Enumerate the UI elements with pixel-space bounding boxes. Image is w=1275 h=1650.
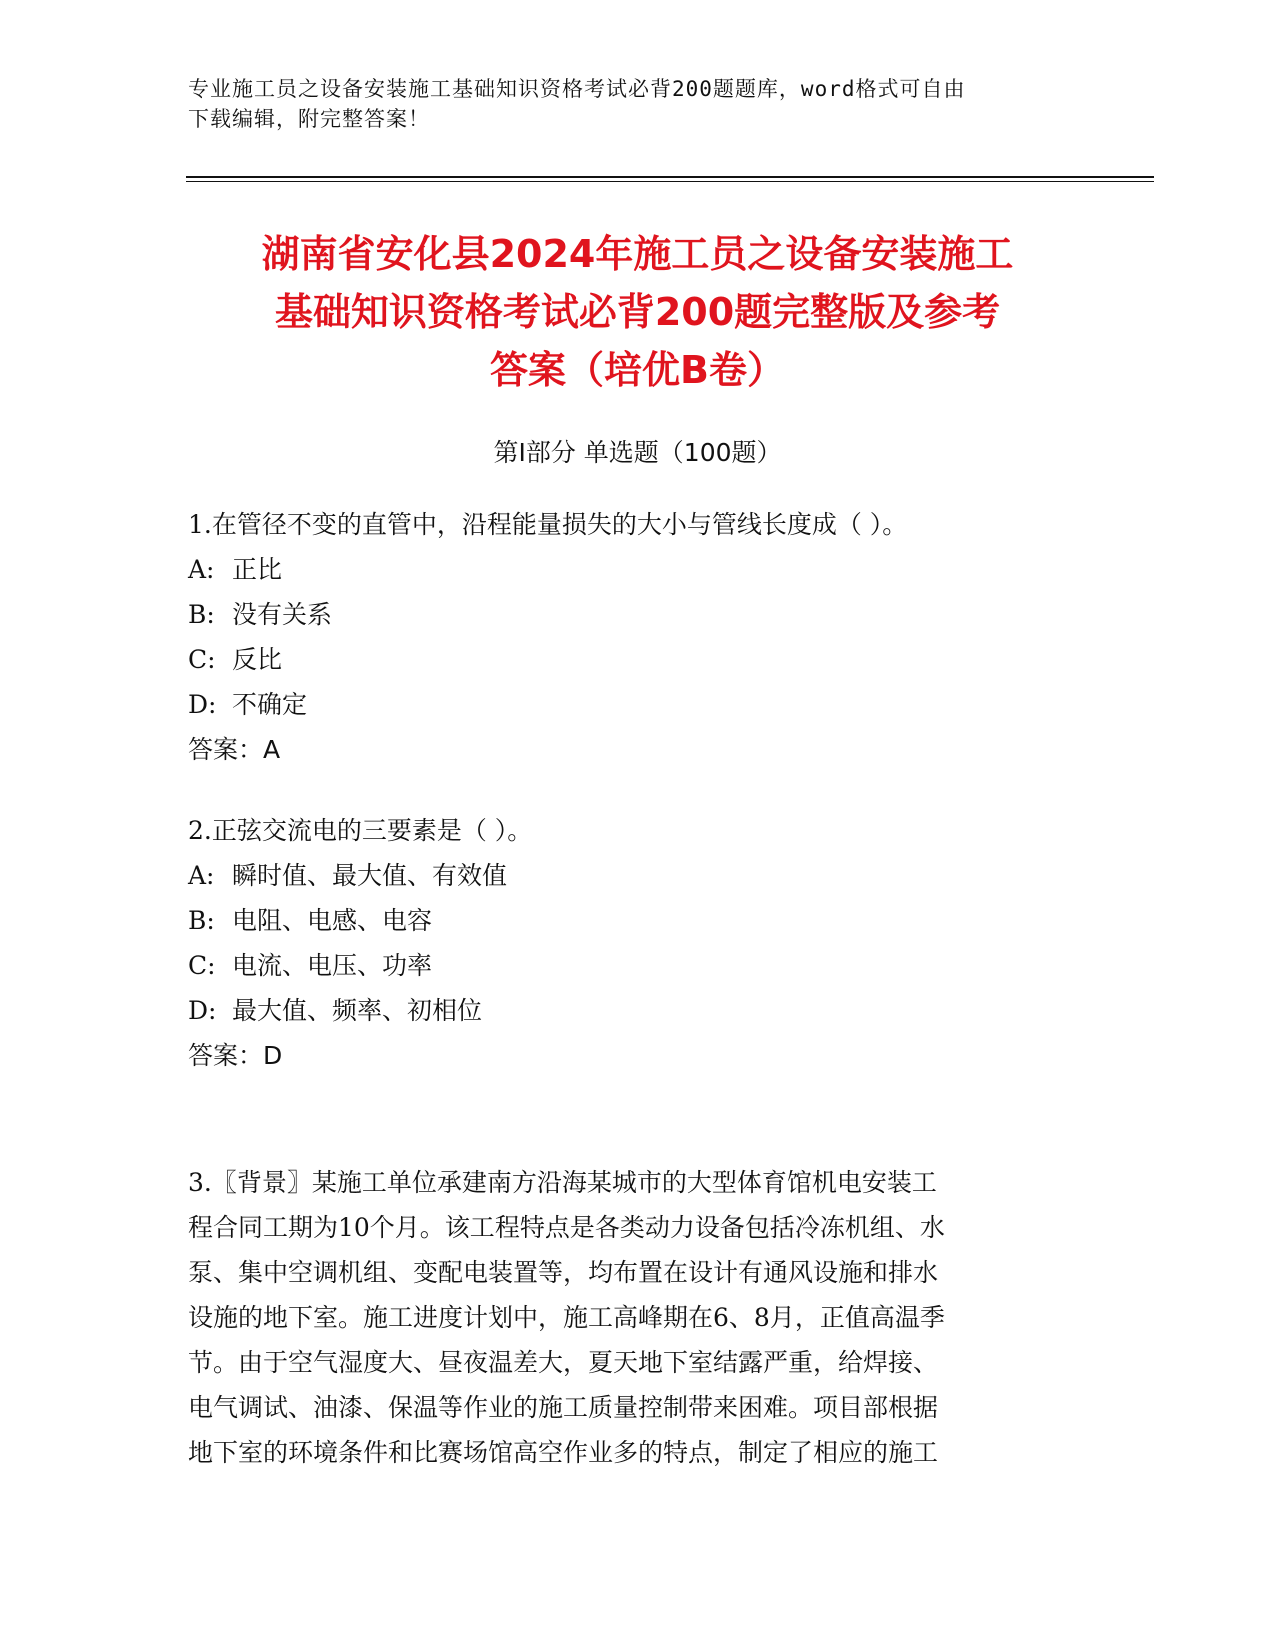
document-title-line-2: 基础知识资格考试必背200题完整版及参考 <box>274 290 1001 334</box>
section-heading: 第Ⅰ部分 单选题（100题） <box>493 438 782 467</box>
option-key: C: <box>188 951 216 980</box>
option-key: D: <box>188 690 217 719</box>
question-3-line: 程合同工期为10个月。该工程特点是各类动力设备包括冷冻机组、水 <box>188 1213 945 1242</box>
question-3-line: 设施的地下室。施工进度计划中，施工高峰期在6、8月，正值高温季 <box>188 1303 945 1332</box>
header-note-line-1: 专业施工员之设备安装施工基础知识资格考试必背200题题库，word格式可自由 <box>188 77 966 101</box>
option-key: B: <box>188 600 215 629</box>
answer-label: 答案：A <box>188 735 281 764</box>
header-rule-thick <box>186 176 1154 178</box>
question-3-line: 节。由于空气湿度大、昼夜温差大，夏天地下室结露严重，给焊接、 <box>188 1348 939 1377</box>
document-title <box>150 225 1125 399</box>
question-1 <box>188 502 1088 772</box>
option-text: 正比 <box>232 555 283 584</box>
question-stem: 1.在管径不变的直管中，沿程能量损失的大小与管线长度成（ ）。 <box>188 510 908 539</box>
document-title-line-1: 湖南省安化县2024年施工员之设备安装施工 <box>261 232 1014 276</box>
option-key: B: <box>188 906 215 935</box>
option-text: 瞬时值、最大值、有效值 <box>232 861 508 890</box>
option-c <box>188 637 1088 682</box>
option-text: 最大值、频率、初相位 <box>232 996 483 1025</box>
option-key: D: <box>188 996 217 1025</box>
option-text: 反比 <box>232 645 283 674</box>
option-c <box>188 943 1088 988</box>
header-note-line-2: 下载编辑，附完整答案！ <box>188 107 430 131</box>
question-3 <box>188 1160 1068 1475</box>
option-key: C: <box>188 645 216 674</box>
option-a <box>188 853 1088 898</box>
question-3-line: 泵、集中空调机组、变配电装置等，均布置在设计有通风设施和排水 <box>188 1258 939 1287</box>
header-note <box>188 74 1088 134</box>
option-text: 没有关系 <box>232 600 333 629</box>
document-title-line-3: 答案（培优B卷） <box>490 348 785 392</box>
answer-label: 答案：D <box>188 1041 283 1070</box>
option-text: 电阻、电感、电容 <box>232 906 433 935</box>
option-text: 电流、电压、功率 <box>232 951 433 980</box>
question-3-line: 电气调试、油漆、保温等作业的施工质量控制带来困难。项目部根据 <box>188 1393 939 1422</box>
option-b <box>188 592 1088 637</box>
header-rule-thin <box>186 181 1154 182</box>
option-key: A: <box>188 555 215 584</box>
option-b <box>188 898 1088 943</box>
question-2 <box>188 808 1088 1078</box>
option-d <box>188 988 1088 1033</box>
option-key: A: <box>188 861 215 890</box>
question-3-line: 3.〖背景〗某施工单位承建南方沿海某城市的大型体育馆机电安装工 <box>188 1168 937 1197</box>
option-text: 不确定 <box>232 690 308 719</box>
question-3-line: 地下室的环境条件和比赛场馆高空作业多的特点，制定了相应的施工 <box>188 1438 939 1467</box>
option-a <box>188 547 1088 592</box>
question-stem: 2.正弦交流电的三要素是（ ）。 <box>188 816 533 845</box>
option-d <box>188 682 1088 727</box>
